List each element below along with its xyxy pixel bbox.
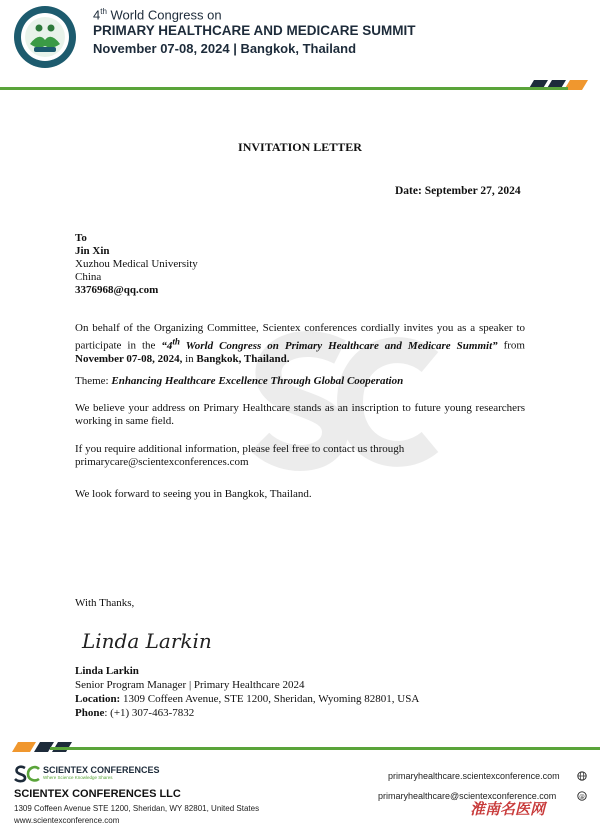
footer-email-link[interactable]: primaryhealthcare@scientexconference.com (378, 791, 557, 801)
congress-logo-icon (12, 4, 78, 70)
signer-title: Senior Program Manager | Primary Healthcare 2024 (75, 679, 305, 691)
letter-title: INVITATION LETTER (238, 140, 362, 154)
thanks-line: With Thanks, (75, 597, 135, 609)
footer-brand: SCIENTEX CONFERENCES (43, 765, 160, 775)
footer-address: 1309 Coffeen Avenue STE 1200, Sheridan, WY 82801, United States (14, 804, 260, 813)
recipient-email: 3376968@qq.com (75, 284, 159, 296)
recipient-block (75, 232, 198, 297)
closing-paragraph: We look forward to seeing you in Bangkok, Thailand. (75, 488, 312, 500)
footer-website-link[interactable]: www.scientexconference.com (14, 816, 120, 825)
header-dates-location: November 07-08, 2024 | Bangkok, Thailand (93, 41, 357, 56)
header-divider (0, 87, 568, 90)
footer-conference-site-link[interactable]: primaryhealthcare.scientexconference.com (388, 771, 560, 781)
footer-tagline: Where Science Knowledge Shares (43, 775, 113, 780)
scientex-logo-icon (14, 765, 40, 783)
header-summit-title: PRIMARY HEALTHCARE AND MEDICARE SUMMIT (93, 23, 416, 38)
recipient-name: Jin Xin (75, 245, 110, 257)
footer-company: SCIENTEX CONFERENCES LLC (14, 788, 181, 800)
theme-paragraph: Theme: Enhancing Healthcare Excellence Through Global Cooperation (75, 375, 404, 387)
handwritten-signature (80, 622, 220, 658)
signer-name: Linda Larkin (75, 665, 139, 677)
to-label: To (75, 232, 87, 244)
contact-paragraph: If you require additional information, please feel free to contact us through primarycare@scientexconferences.com (75, 443, 525, 470)
signer-phone: Phone: (+1) 307-463-7832 (75, 707, 195, 719)
email-icon (577, 791, 587, 801)
corner-watermark: 淮南名医网 (470, 802, 546, 818)
globe-icon (577, 771, 587, 781)
recipient-country: China (75, 271, 102, 283)
signer-block (75, 664, 419, 720)
header-congress-edition: 4th World Congress on (93, 7, 222, 23)
recipient-organization: Xuzhou Medical University (75, 258, 198, 270)
svg-text:@: @ (579, 794, 585, 800)
invitation-paragraph: On behalf of the Organizing Committee, Scientex conferences cordially invites you as a speaker to participate in the “4th World Congress on Primary Healthcare and Medicare Summit” from November 07-08, 2024, in Bangkok, Thailand. (75, 322, 525, 366)
address-paragraph: We believe your address on Primary Healthcare stands as an inscription to future young researchers working in same field. (75, 402, 525, 428)
footer-divider (50, 747, 600, 750)
signer-location: Location: 1309 Coffeen Avenue, STE 1200, Sheridan, Wyoming 82801, USA (75, 693, 420, 705)
svg-text:Linda Larkin: Linda Larkin (82, 629, 212, 653)
letter-date: Date: September 27, 2024 (395, 185, 521, 197)
contact-email-link[interactable]: primarycare@scientexconferences.com (75, 456, 249, 469)
